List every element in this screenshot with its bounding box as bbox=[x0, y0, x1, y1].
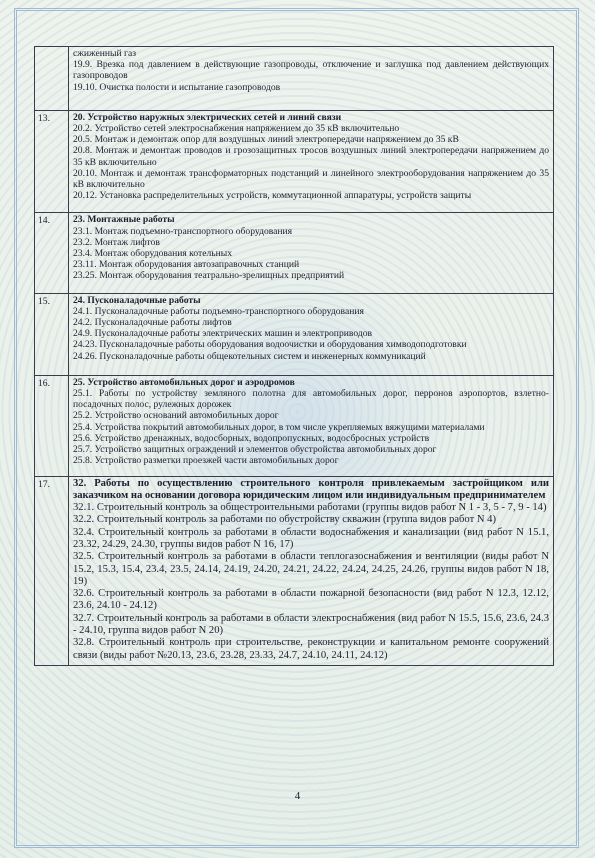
work-item: 32.4. Строительный контроль за работами в области водоснабжения и канализации (вид работ N 15.1, 23.32, 24.29, 24.30, группы видов работ N 16, 17) bbox=[73, 526, 549, 550]
work-group-heading: 32. Работы по осуществлению строительного контроля привлекаемым застройщиком или заказчиком на основании договора юридическим лицом или индивидуальным предпринимателем bbox=[73, 477, 549, 501]
work-item: 20.5. Монтаж и демонтаж опор для воздушных линий электропередачи напряжением до 35 кВ bbox=[73, 134, 459, 146]
work-item: 20.12. Установка распределительных устройств, коммутационной аппаратуры, устройств защиты bbox=[73, 190, 472, 202]
work-item: 32.1. Строительный контроль за общестроительными работами (группы видов работ N 1 - 3, 5 - 7, 9 - 14) bbox=[73, 502, 547, 514]
work-item: 25.2. Устройство оснований автомобильных дорог bbox=[73, 410, 279, 422]
row-number: 15. bbox=[35, 293, 69, 375]
table-row bbox=[35, 293, 554, 375]
work-item: 20.10. Монтаж и демонтаж трансформаторных подстанций и линейного электрооборудования напряжением до 35 кВ включительно bbox=[73, 167, 549, 191]
row-number bbox=[35, 47, 69, 111]
work-item: 23.25. Монтаж оборудования театрально-зрелищных предприятий bbox=[73, 270, 345, 282]
work-item: 23.11. Монтаж оборудования автозаправочных станций bbox=[73, 259, 300, 271]
row-number: 13. bbox=[35, 110, 69, 213]
work-item: 32.8. Строительный контроль при строительстве, реконструкции и капитальном ремонте сооружений связи (виды работ №20.13, 23.6, 23.28, 23.33, 24.7, 24.10, 24.11, 24.12) bbox=[73, 637, 549, 661]
work-item: 20.8. Монтаж и демонтаж проводов и грозозащитных тросов воздушных линий электропередачи напряжением до 35 кВ включительно bbox=[73, 145, 549, 168]
work-item: 25.4. Устройства покрытий автомобильных дорог, в том числе укрепляемых вяжущими материалами bbox=[73, 421, 485, 433]
row-content bbox=[69, 293, 554, 375]
work-item: 32.2. Строительный контроль за работами по обустройству скважин (группа видов работ N 4) bbox=[73, 514, 496, 526]
work-group-heading: 20. Устройство наружных электрических сетей и линий связи bbox=[73, 111, 342, 123]
row-content bbox=[69, 47, 554, 111]
work-item: 23.1. Монтаж подъемно-транспортного оборудования bbox=[73, 225, 293, 237]
work-types-table bbox=[34, 46, 554, 666]
work-group-heading: 24. Пусконаладочные работы bbox=[73, 294, 201, 306]
table-row bbox=[35, 110, 554, 213]
work-item: 24.26. Пусконаладочные работы общекотельных систем и инженерных коммуникаций bbox=[73, 350, 426, 362]
work-item: 19.9. Врезка под давлением в действующие газопроводы, отключение и заглушка под давлением действующих газопроводов bbox=[73, 59, 549, 82]
row-number: 16. bbox=[35, 375, 69, 476]
work-item: 25.6. Устройство дренажных, водосборных, водопропускных, водосбросных устройств bbox=[73, 432, 430, 444]
work-item: 25.1. Работы по устройству земляного полотна для автомобильных дорог, перронов аэропортов, взлетно-посадочных полос, рулежных дорожек bbox=[73, 388, 549, 411]
table-row bbox=[35, 213, 554, 293]
row-content bbox=[69, 213, 554, 293]
row-content bbox=[69, 110, 554, 213]
work-item: 25.8. Устройство разметки проезжей части автомобильных дорог bbox=[73, 455, 339, 467]
work-group-heading: 25. Устройство автомобильных дорог и аэродромов bbox=[73, 376, 295, 388]
work-item: 24.2. Пусконаладочные работы лифтов bbox=[73, 317, 232, 329]
work-item: 25.7. Устройство защитных ограждений и элементов обустройства автомобильных дорог bbox=[73, 444, 437, 456]
work-item: 32.6. Строительный контроль за работами в области пожарной безопасности (вид работ N 12.3, 12.12, 23.6, 24.10 - 24.12) bbox=[73, 588, 549, 612]
work-item: 24.1. Пусконаладочные работы подъемно-транспортного оборудования bbox=[73, 305, 364, 317]
row-content bbox=[69, 375, 554, 476]
work-item: сжиженный газ bbox=[73, 48, 137, 59]
row-content bbox=[69, 476, 554, 665]
work-item: 23.4. Монтаж оборудования котельных bbox=[73, 248, 232, 260]
table-row bbox=[35, 476, 554, 665]
work-item: 24.9. Пусконаладочные работы электрических машин и электроприводов bbox=[73, 328, 373, 340]
row-number: 17. bbox=[35, 476, 69, 665]
table-row bbox=[35, 375, 554, 476]
work-item: 32.5. Строительный контроль за работами в области теплогазоснабжения и вентиляции (виды работ N 15.2, 15.3, 15.4, 23.4, 23.5, 24.14, 24.19, 24.20, 24.21, 24.22, 24.24, 24.25, 24.26, группы видов работ N 18, 19) bbox=[73, 551, 549, 587]
row-number: 14. bbox=[35, 213, 69, 293]
work-group-heading: 23. Монтажные работы bbox=[73, 214, 175, 226]
work-item: 24.23. Пусконаладочные работы оборудования водоочистки и оборудования химводоподготовки bbox=[73, 339, 467, 351]
work-item: 19.10. Очистка полости и испытание газопроводов bbox=[73, 81, 281, 93]
work-item: 23.2. Монтаж лифтов bbox=[73, 236, 160, 248]
work-item: 32.7. Строительный контроль за работами в области электроснабжения (вид работ N 15.5, 15.6, 23.6, 24.3 - 24.10, группа видов работ N 20) bbox=[73, 612, 549, 637]
work-item: 20.2. Устройство сетей электроснабжения напряжением до 35 кВ включительно bbox=[73, 123, 400, 135]
table-row bbox=[35, 47, 554, 111]
page-number: 4 bbox=[294, 790, 301, 802]
